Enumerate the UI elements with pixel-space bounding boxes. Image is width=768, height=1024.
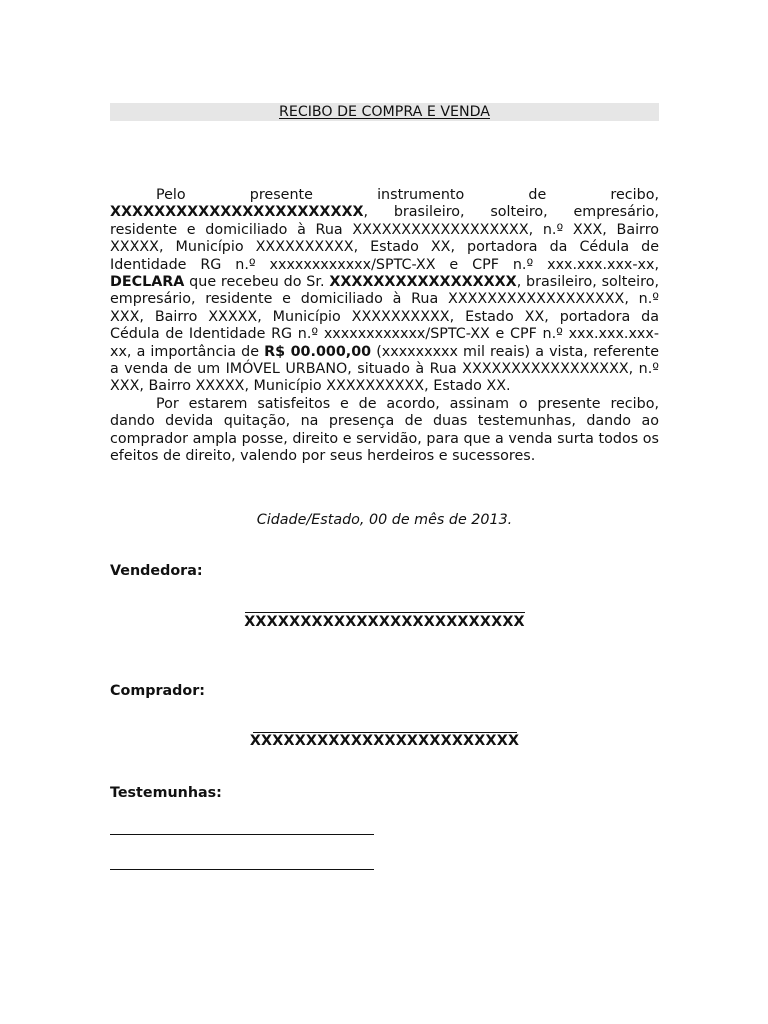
declares-keyword: DECLARA [110,274,185,291]
witnesses-label: Testemunhas: [110,785,222,801]
seller-details: , brasileiro, solteiro, empresário, residente e domiciliado à Rua XXXXXXXXXXXXXXXXXX, n.º XXX, Bairro XXXXX, Município XXXXXXXXXX, Estado XX, portadora da Cédula de Identidade RG n.º xxxxxxxxxxxx/SPTC-XX e CPF n.º xxx.xxx.xxx-xx, [110,204,659,273]
witness-2-signature-line [110,869,374,870]
seller-name-inline: XXXXXXXXXXXXXXXXXXXXXXX [110,204,364,221]
witness-1-signature-line [110,834,374,835]
intro-text: Pelo presente instrumento de recibo, [156,187,659,203]
seller-signature-name: XXXXXXXXXXXXXXXXXXXXXXXXX [244,614,525,630]
seller-label: Vendedora: [110,563,203,579]
buyer-signature-name: XXXXXXXXXXXXXXXXXXXXXXXX [249,733,520,749]
paragraph-agreement: Por estarem satisfeitos e de acordo, assinam o presente recibo, dando devida quitação, na presença de duas testemunhas, dando ao comprador ampla posse, direito e servidão, para que a venda surta todos os efeitos de direito, valendo por seus herdeiros e sucessores. [110,395,659,465]
date-line: Cidade/Estado, 00 de mês de 2013. [256,512,513,528]
buyer-details: , brasileiro, solteiro, empresário, residente e domiciliado à Rua XXXXXXXXXXXXXXXXXX, n.º XXX, Bairro XXXXX, Município XXXXXXXXXX, Estado XX, portadora da Cédula de Identidade RG n.º xxxxxxxxxxxx/SPTC-XX e CPF n.º xxx.xxx.xxx-xx, a importância de [110,274,659,360]
paragraph-declaration [110,187,659,396]
amount-details: (xxxxxxxxx mil reais) a vista, referente a venda de um IMÓVEL URBANO, situado à Rua XXXXXXXXXXXXXXXXX, n.º XXX, Bairro XXXXX, Município XXXXXXXXXX, Estado XX. [110,343,659,395]
buyer-name-inline: XXXXXXXXXXXXXXXXX [329,274,517,291]
document-body [110,187,659,466]
received-from-text: que recebeu do Sr. [184,274,330,291]
amount-value: R$ 00.000,00 [264,343,372,360]
buyer-label: Comprador: [110,683,205,699]
title-bar [110,103,659,121]
document-title: RECIBO DE COMPRA E VENDA [279,104,490,120]
